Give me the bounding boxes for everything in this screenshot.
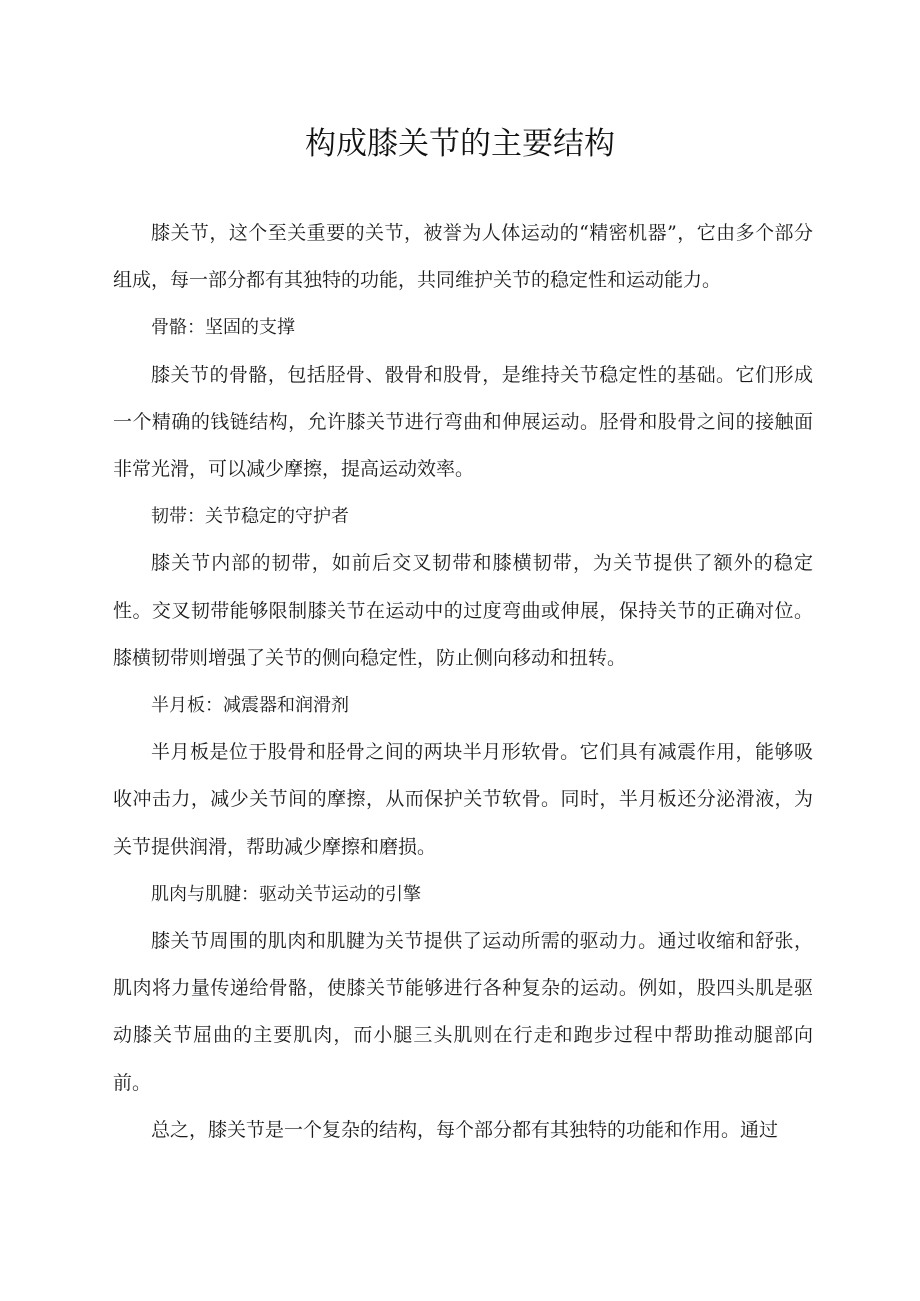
document-body xyxy=(113,210,813,1154)
paragraph-summary: 总之，膝关节是一个复杂的结构，每个部分都有其独特的功能和作用。通过 xyxy=(151,1118,779,1141)
document-title: 构成膝关节的主要结构 xyxy=(305,126,615,162)
section-heading-bones: 骨骼：坚固的支撑 xyxy=(151,317,295,339)
paragraph-intro: 膝关节，这个至关重要的关节，被誉为人体运动的“精密机器”，它由多个部分组成，每一部分都有其独特的功能，共同维护关节的稳定性和运动能力。 xyxy=(113,222,813,292)
section-heading-meniscus: 半月板：减震器和润滑剂 xyxy=(151,695,349,717)
paragraph-ligaments: 膝关节内部的韧带，如前后交叉韧带和膝横韧带，为关节提供了额外的稳定性。交叉韧带能够限制膝关节在运动中的过度弯曲或伸展，保持关节的正确对位。膝横韧带则增强了关节的侧向稳定性，防止侧向移动和扭转。 xyxy=(113,552,813,669)
paragraph-muscles: 膝关节周围的肌肉和肌腱为关节提供了运动所需的驱动力。通过收缩和舒张，肌肉将力量传递给骨骼，使膝关节能够进行各种复杂的运动。例如，股四头肌是驱动膝关节屈曲的主要肌肉，而小腿三头肌则在行走和跑步过程中帮助推动腿部向前。 xyxy=(113,930,813,1094)
paragraph-bones: 膝关节的骨骼，包括胫骨、骰骨和股骨，是维持关节稳定性的基础。它们形成一个精确的钱链结构，允许膝关节进行弯曲和伸展运动。胫骨和股骨之间的接触面非常光滑，可以减少摩擦，提高运动效率。 xyxy=(113,363,813,481)
paragraph-meniscus: 半月板是位于股骨和胫骨之间的两块半月形软骨。它们具有减震作用，能够吸收冲击力，减少关节间的摩擦，从而保护关节软骨。同时，半月板还分泌滑液，为关节提供润滑，帮助减少摩擦和磨损。 xyxy=(113,741,813,858)
section-heading-muscles: 肌肉与肌腱：驱动关节运动的引擎 xyxy=(151,883,421,905)
section-heading-ligaments: 韧带：关节稳定的守护者 xyxy=(151,506,349,528)
